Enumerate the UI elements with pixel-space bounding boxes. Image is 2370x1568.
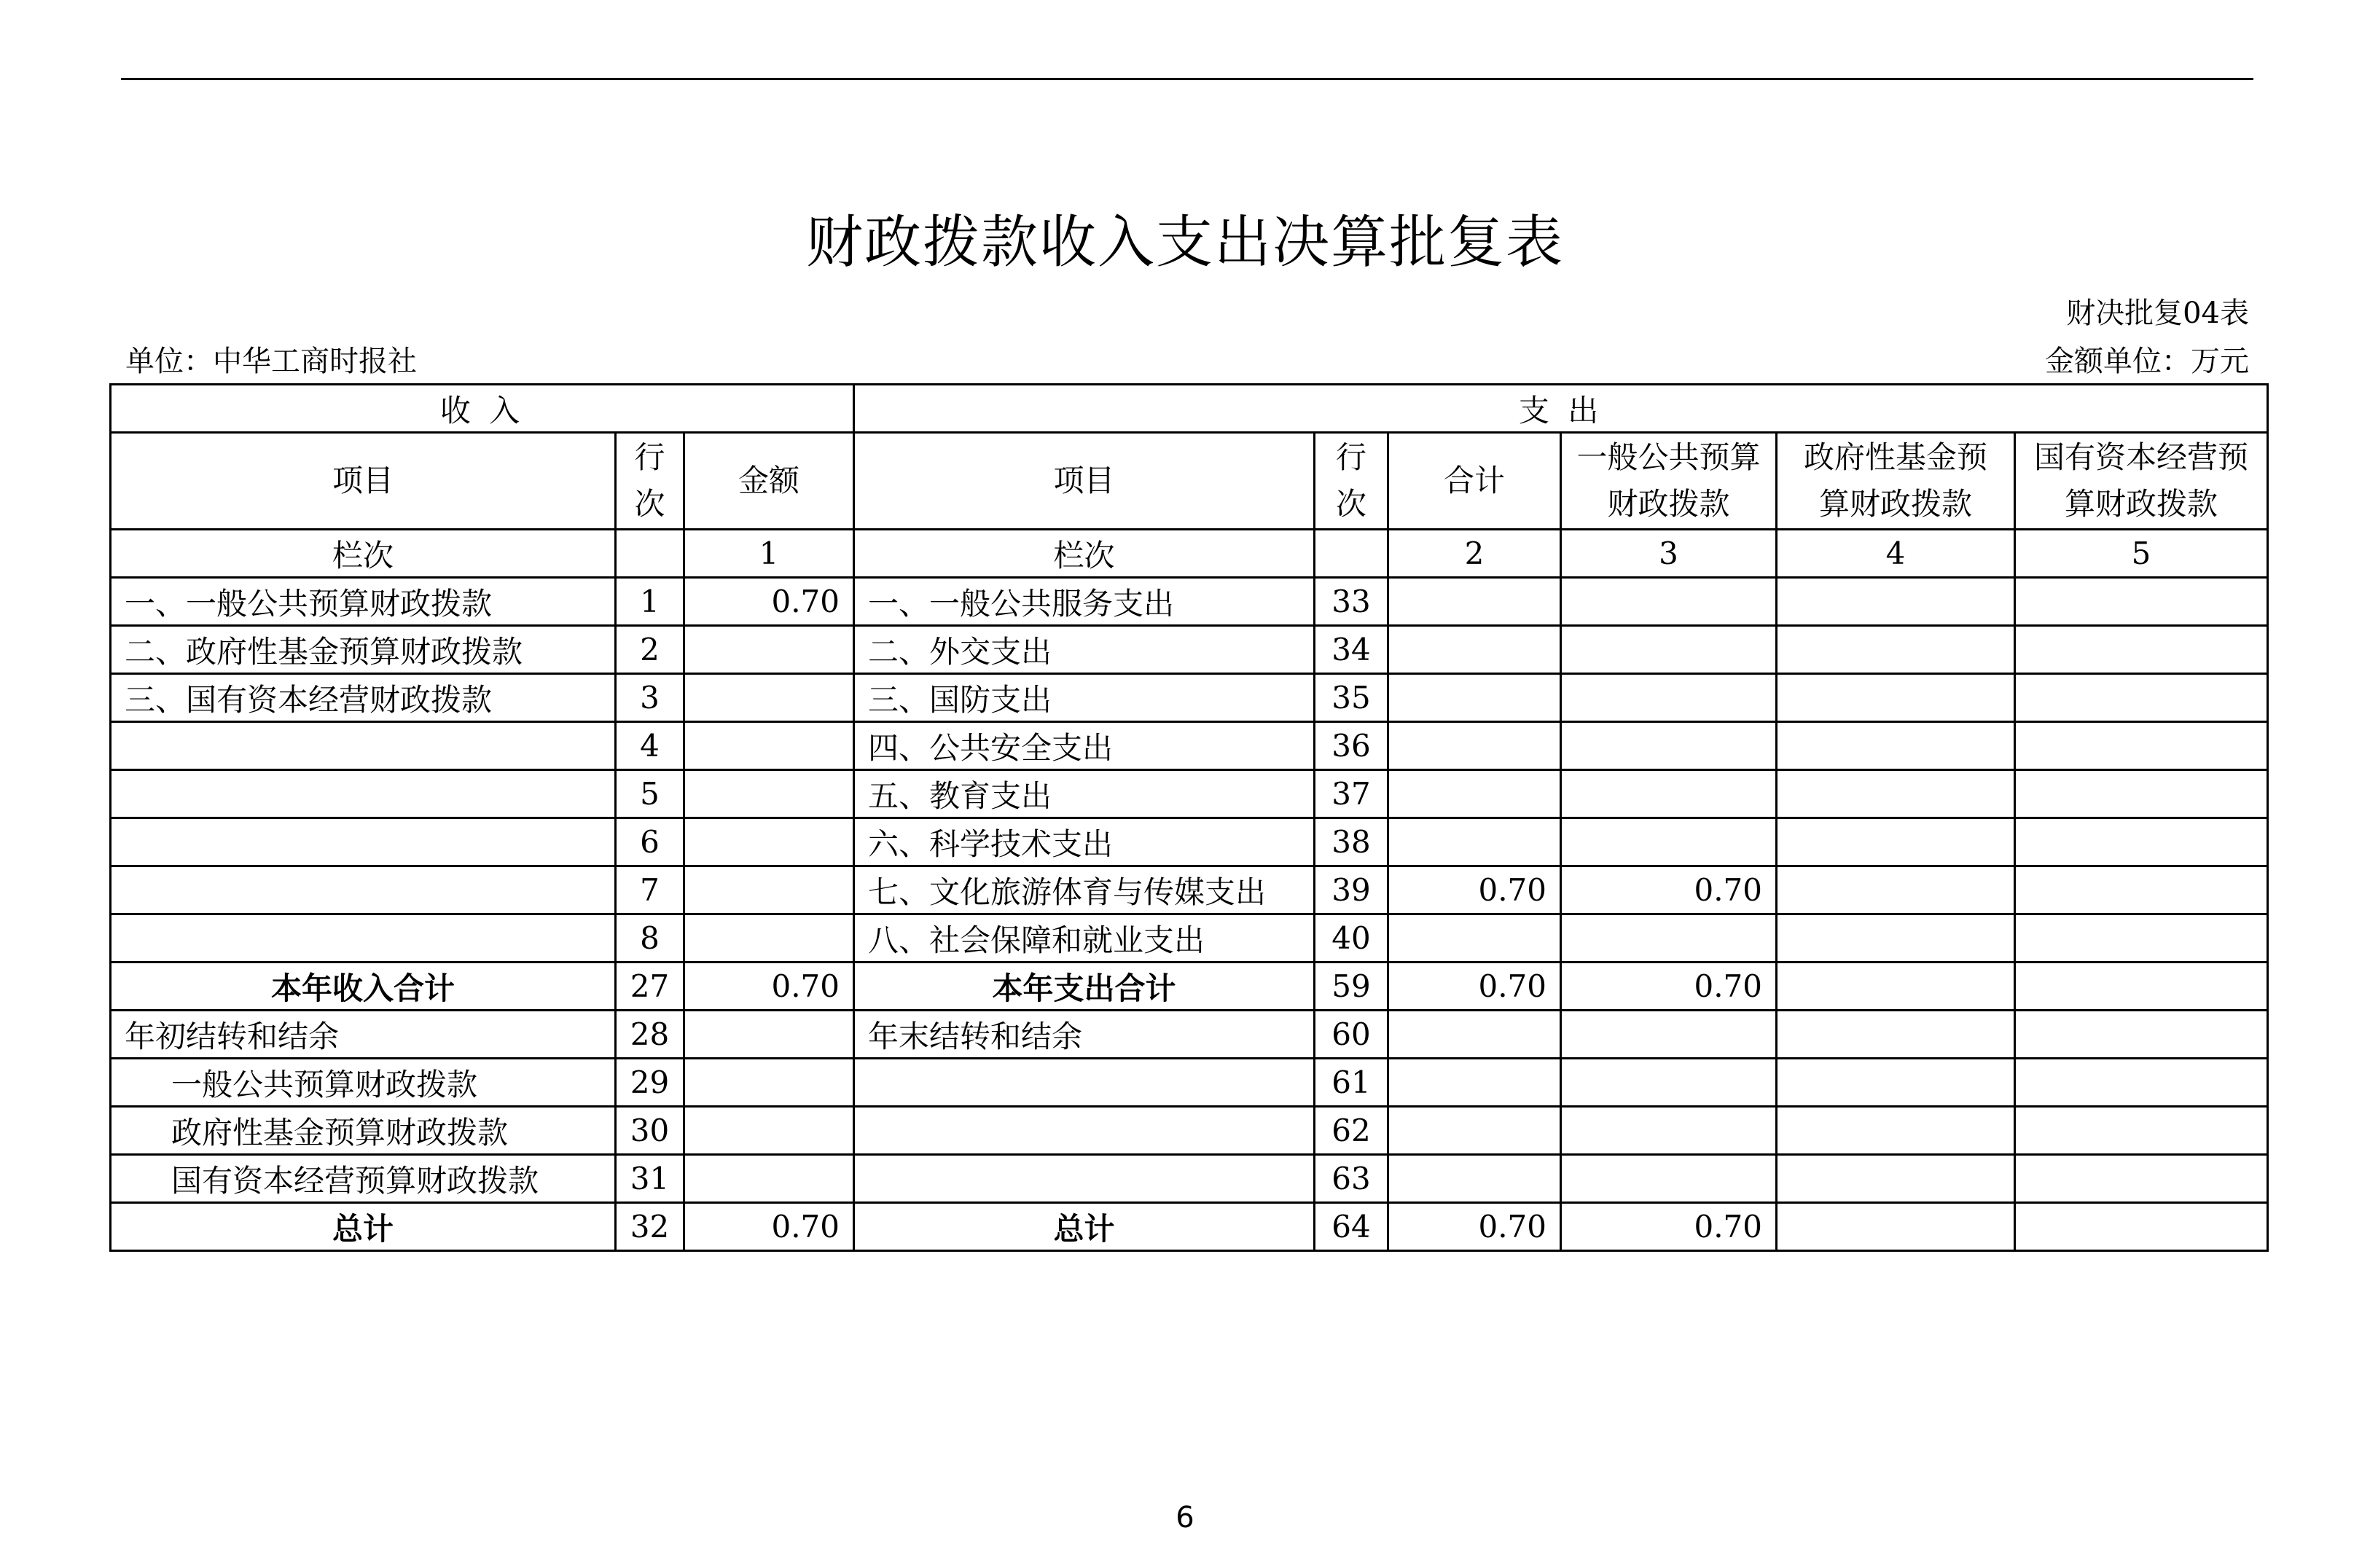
income-item	[111, 770, 616, 818]
income-row-no: 8	[616, 914, 684, 963]
expense-index-label: 栏次	[854, 530, 1315, 578]
state-amount	[2015, 722, 2268, 770]
income-item: 政府性基金预算财政拨款	[111, 1107, 616, 1155]
fund-amount	[1777, 578, 2015, 626]
expense-item: 一、一般公共服务支出	[854, 578, 1315, 626]
state-amount	[2015, 578, 2268, 626]
income-amount	[684, 1155, 854, 1203]
income-amount	[684, 1011, 854, 1059]
total-amount	[1388, 578, 1561, 626]
income-item	[111, 914, 616, 963]
total-header: 合计	[1388, 433, 1561, 530]
general-amount	[1561, 914, 1777, 963]
fund-amount	[1777, 1203, 2015, 1251]
general-amount	[1561, 1059, 1777, 1107]
fund-amount	[1777, 1059, 2015, 1107]
state-amount	[2015, 1059, 2268, 1107]
page-number: 6	[1176, 1501, 1194, 1534]
state-capital-header: 国有资本经营预算财政拨款	[2015, 433, 2268, 530]
income-row-no: 28	[616, 1011, 684, 1059]
expense-item: 六、科学技术支出	[854, 818, 1315, 866]
state-amount	[2015, 626, 2268, 674]
expense-row-no: 61	[1315, 1059, 1388, 1107]
fund-amount	[1777, 818, 2015, 866]
income-row-no: 29	[616, 1059, 684, 1107]
state-amount	[2015, 770, 2268, 818]
income-row-no-index	[616, 530, 684, 578]
fund-amount	[1777, 770, 2015, 818]
expense-row-no: 37	[1315, 770, 1388, 818]
income-amount: 0.70	[684, 963, 854, 1011]
total-amount	[1388, 1155, 1561, 1203]
income-item	[111, 722, 616, 770]
income-amount	[684, 1107, 854, 1155]
income-item: 国有资本经营预算财政拨款	[111, 1155, 616, 1203]
expense-row-no-index	[1315, 530, 1388, 578]
expense-item-header: 项目	[854, 433, 1315, 530]
fund-amount	[1777, 722, 2015, 770]
income-amount: 0.70	[684, 1203, 854, 1251]
income-row-no: 2	[616, 626, 684, 674]
income-row-no: 5	[616, 770, 684, 818]
expense-item: 二、外交支出	[854, 626, 1315, 674]
form-number: 财决批复04表	[2066, 297, 2249, 330]
fund-amount	[1777, 626, 2015, 674]
expense-row-no: 60	[1315, 1011, 1388, 1059]
state-amount	[2015, 1155, 2268, 1203]
income-amount	[684, 818, 854, 866]
expense-item	[854, 1059, 1315, 1107]
expense-item: 五、教育支出	[854, 770, 1315, 818]
table-row	[111, 578, 2268, 626]
table-row	[111, 674, 2268, 722]
fund-amount	[1777, 963, 2015, 1011]
state-amount	[2015, 1203, 2268, 1251]
general-budget-header: 一般公共预算财政拨款	[1561, 433, 1777, 530]
general-amount: 0.70	[1561, 963, 1777, 1011]
table-row	[111, 1155, 2268, 1203]
general-amount	[1561, 722, 1777, 770]
income-amount-header: 金额	[684, 433, 854, 530]
table-row	[111, 1059, 2268, 1107]
income-amount: 0.70	[684, 578, 854, 626]
subtotal-row	[111, 963, 2268, 1011]
income-row-no: 31	[616, 1155, 684, 1203]
fund-amount	[1777, 1107, 2015, 1155]
expense-item: 七、文化旅游体育与传媒支出	[854, 866, 1315, 914]
income-amount	[684, 722, 854, 770]
income-row-no: 32	[616, 1203, 684, 1251]
expense-row-no: 40	[1315, 914, 1388, 963]
column-index-row	[111, 530, 2268, 578]
grand-total-row	[111, 1203, 2268, 1251]
expense-row-no: 63	[1315, 1155, 1388, 1203]
income-grand-total-label: 总计	[111, 1203, 616, 1251]
total-amount	[1388, 626, 1561, 674]
income-row-no: 6	[616, 818, 684, 866]
amount-unit-label: 金额单位：万元	[2045, 345, 2249, 378]
general-amount	[1561, 674, 1777, 722]
state-amount	[2015, 963, 2268, 1011]
expense-row-no: 64	[1315, 1203, 1388, 1251]
income-amount	[684, 626, 854, 674]
general-amount	[1561, 1011, 1777, 1059]
income-row-no-header: 行次	[616, 433, 684, 530]
total-amount: 0.70	[1388, 963, 1561, 1011]
table-row	[111, 866, 2268, 914]
table-row	[111, 818, 2268, 866]
total-amount	[1388, 674, 1561, 722]
header-rule	[121, 78, 2253, 80]
expense-item: 八、社会保障和就业支出	[854, 914, 1315, 963]
general-amount	[1561, 818, 1777, 866]
income-item: 一、一般公共预算财政拨款	[111, 578, 616, 626]
column-header-row	[111, 433, 2268, 530]
table-row	[111, 1011, 2268, 1059]
state-amount	[2015, 674, 2268, 722]
fund-amount	[1777, 1011, 2015, 1059]
income-row-no: 7	[616, 866, 684, 914]
income-item: 一般公共预算财政拨款	[111, 1059, 616, 1107]
expense-item: 四、公共安全支出	[854, 722, 1315, 770]
general-amount	[1561, 770, 1777, 818]
general-amount	[1561, 1107, 1777, 1155]
total-amount: 0.70	[1388, 1203, 1561, 1251]
total-amount	[1388, 914, 1561, 963]
total-amount: 0.70	[1388, 866, 1561, 914]
state-index: 5	[2015, 530, 2268, 578]
fund-amount	[1777, 1155, 2015, 1203]
fund-amount	[1777, 914, 2015, 963]
fund-budget-header: 政府性基金预算财政拨款	[1777, 433, 2015, 530]
income-item: 二、政府性基金预算财政拨款	[111, 626, 616, 674]
total-amount	[1388, 1059, 1561, 1107]
state-amount	[2015, 1107, 2268, 1155]
table-row	[111, 626, 2268, 674]
table-row	[111, 770, 2268, 818]
total-amount	[1388, 818, 1561, 866]
income-index-label: 栏次	[111, 530, 616, 578]
income-row-no: 3	[616, 674, 684, 722]
table-row	[111, 722, 2268, 770]
expense-row-no: 38	[1315, 818, 1388, 866]
income-item: 年初结转和结余	[111, 1011, 616, 1059]
expense-row-no: 33	[1315, 578, 1388, 626]
expense-item	[854, 1107, 1315, 1155]
expense-subtotal-label: 本年支出合计	[854, 963, 1315, 1011]
general-index: 3	[1561, 530, 1777, 578]
expense-row-no: 34	[1315, 626, 1388, 674]
total-amount	[1388, 722, 1561, 770]
expense-row-no: 39	[1315, 866, 1388, 914]
income-amount	[684, 866, 854, 914]
state-amount	[2015, 866, 2268, 914]
total-amount	[1388, 1107, 1561, 1155]
section-header-row	[111, 385, 2268, 433]
state-amount	[2015, 914, 2268, 963]
unit-label: 单位：中华工商时报社	[125, 345, 417, 378]
table-row	[111, 914, 2268, 963]
general-amount: 0.70	[1561, 866, 1777, 914]
income-row-no: 27	[616, 963, 684, 1011]
budget-table	[109, 383, 2269, 1252]
expense-row-no: 36	[1315, 722, 1388, 770]
fund-amount	[1777, 674, 2015, 722]
general-amount: 0.70	[1561, 1203, 1777, 1251]
general-amount	[1561, 1155, 1777, 1203]
expense-item: 三、国防支出	[854, 674, 1315, 722]
general-amount	[1561, 626, 1777, 674]
total-index: 2	[1388, 530, 1561, 578]
total-amount	[1388, 1011, 1561, 1059]
income-item-header: 项目	[111, 433, 616, 530]
expense-grand-total-label: 总计	[854, 1203, 1315, 1251]
income-amount	[684, 674, 854, 722]
expense-row-no: 59	[1315, 963, 1388, 1011]
income-item: 三、国有资本经营财政拨款	[111, 674, 616, 722]
state-amount	[2015, 1011, 2268, 1059]
table-row	[111, 1107, 2268, 1155]
state-amount	[2015, 818, 2268, 866]
income-amount-index: 1	[684, 530, 854, 578]
total-amount	[1388, 770, 1561, 818]
income-subtotal-label: 本年收入合计	[111, 963, 616, 1011]
general-amount	[1561, 578, 1777, 626]
income-amount	[684, 770, 854, 818]
expense-item	[854, 1155, 1315, 1203]
income-item	[111, 866, 616, 914]
income-amount	[684, 914, 854, 963]
page-title: 财政拨款收入支出决算批复表	[805, 210, 1564, 275]
expense-row-no: 62	[1315, 1107, 1388, 1155]
expense-item: 年末结转和结余	[854, 1011, 1315, 1059]
expense-row-no: 35	[1315, 674, 1388, 722]
income-row-no: 30	[616, 1107, 684, 1155]
fund-amount	[1777, 866, 2015, 914]
income-section-header: 收 入	[111, 385, 854, 433]
income-amount	[684, 1059, 854, 1107]
income-row-no: 4	[616, 722, 684, 770]
expense-row-no-header: 行次	[1315, 433, 1388, 530]
expense-section-header: 支 出	[854, 385, 2268, 433]
income-item	[111, 818, 616, 866]
income-row-no: 1	[616, 578, 684, 626]
fund-index: 4	[1777, 530, 2015, 578]
